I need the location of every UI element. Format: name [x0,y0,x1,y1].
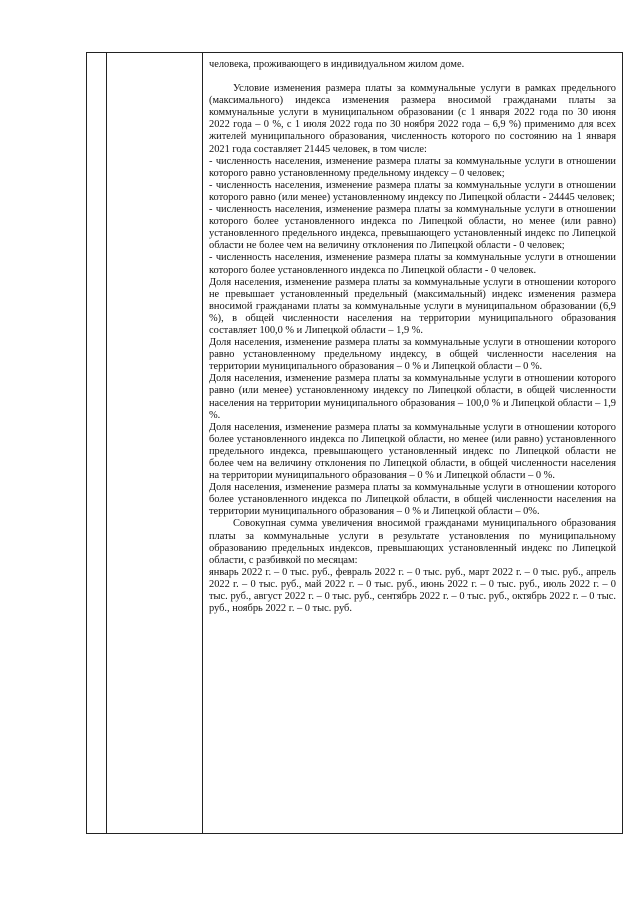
table-row [87,53,623,834]
content-text [203,53,622,618]
paragraph: человека, проживающего в индивидуальном жилом доме. [209,59,465,70]
document-table [86,52,623,834]
paragraph: Доля населения, изменение размера платы за коммунальные услуги в отношении которого более установленного индекса по Липецкой области, в общей численности населения на территории муниципального образования – 0 % и Липецкой области – 0%. [209,482,616,518]
content-cell [203,53,623,834]
paragraph: Условие изменения размера платы за коммунальные услуги в рамках предельного (максимального) индекса изменения размера вносимой гражданами платы за коммунальные услуги в муниципальном образовании (с 1 января 2022 года по 30 июня 2022 года – 0 %, с 1 июля 2022 года по 30 ноября 2022 года – 6,9 %) применимо для всех жителей муниципального образования, численность которого по состоянию на 1 января 2021 года составляет 21445 человек, в том числе: [209,83,616,155]
paragraph: январь 2022 г. – 0 тыс. руб., февраль 2022 г. – 0 тыс. руб., март 2022 г. – 0 тыс. руб., апрель 2022 г. – 0 тыс. руб., май 2022 г. – 0 тыс. руб., июнь 2022 г. – 0 тыс. руб., июль 2022 г. – 0 тыс. руб., август 2022 г. – 0 тыс. руб., сентябрь 2022 г. – 0 тыс. руб., октябрь 2022 г. – 0 тыс. руб., ноябрь 2022 г. – 0 тыс. руб. [209,566,616,615]
paragraph: Доля населения, изменение размера платы за коммунальные услуги в отношении которого равно установленному предельному индексу, в общей численности населения на территории муниципального образования – 0 % и Липецкой области – 0 %. [209,337,616,373]
paragraph: Совокупная сумма увеличения вносимой гражданами муниципального образования платы за коммунальные услуги в результате установления по муниципальному образованию предельных индексов, превышающих установленный индекс по Липецкой области, с разбивкой по месяцам: [209,518,616,566]
paragraph: Доля населения, изменение размера платы за коммунальные услуги в отношении которого равно (или менее) установленному индексу по Липецкой области, в общей численности населения на территории муниципального образования – 100,0 % и Липецкой области – 1,9 %. [209,373,616,421]
paragraph: Доля населения, изменение размера платы за коммунальные услуги в отношении которого более установленного индекса по Липецкой области, но менее (или равно) установленного предельного индекса, превышающего установленный индекс по Липецкой области не более чем на величину отклонения по Липецкой области, в общей численности населения на территории муниципального образования – 0 % и Липецкой области – 0 %. [209,421,616,482]
name-cell [107,53,203,834]
list-item: - численность населения, изменение размера платы за коммунальные услуги в отношении которого равно (или менее) установленному индексу по Липецкой области - 24445 человек; [209,179,616,203]
list-item: - численность населения, изменение размера платы за коммунальные услуги в отношении которого равно установленному предельному индексу – 0 человек; [209,155,616,179]
list-item: - численность населения, изменение размера платы за коммунальные услуги в отношении которого более установленного индекса по Липецкой области - 0 человек. [209,252,616,276]
paragraph: Доля населения, изменение размера платы за коммунальные услуги в отношении которого не превышает установленный предельный (максимальный) индекс изменения размера вносимой гражданами платы за коммунальные услуги в муниципальном образовании (6,9 %), в общей численности населения на территории муниципального образования составляет 100,0 % и Липецкой области – 1,9 %. [209,276,616,336]
number-cell [87,53,107,834]
list-item: - численность населения, изменение размера платы за коммунальные услуги в отношении которого более установленного индекса по Липецкой области, но менее (или равно) установленного предельного индекса, превышающего установленный индекс по Липецкой области не более чем на величину отклонения по Липецкой области - 0 человек; [209,204,616,252]
